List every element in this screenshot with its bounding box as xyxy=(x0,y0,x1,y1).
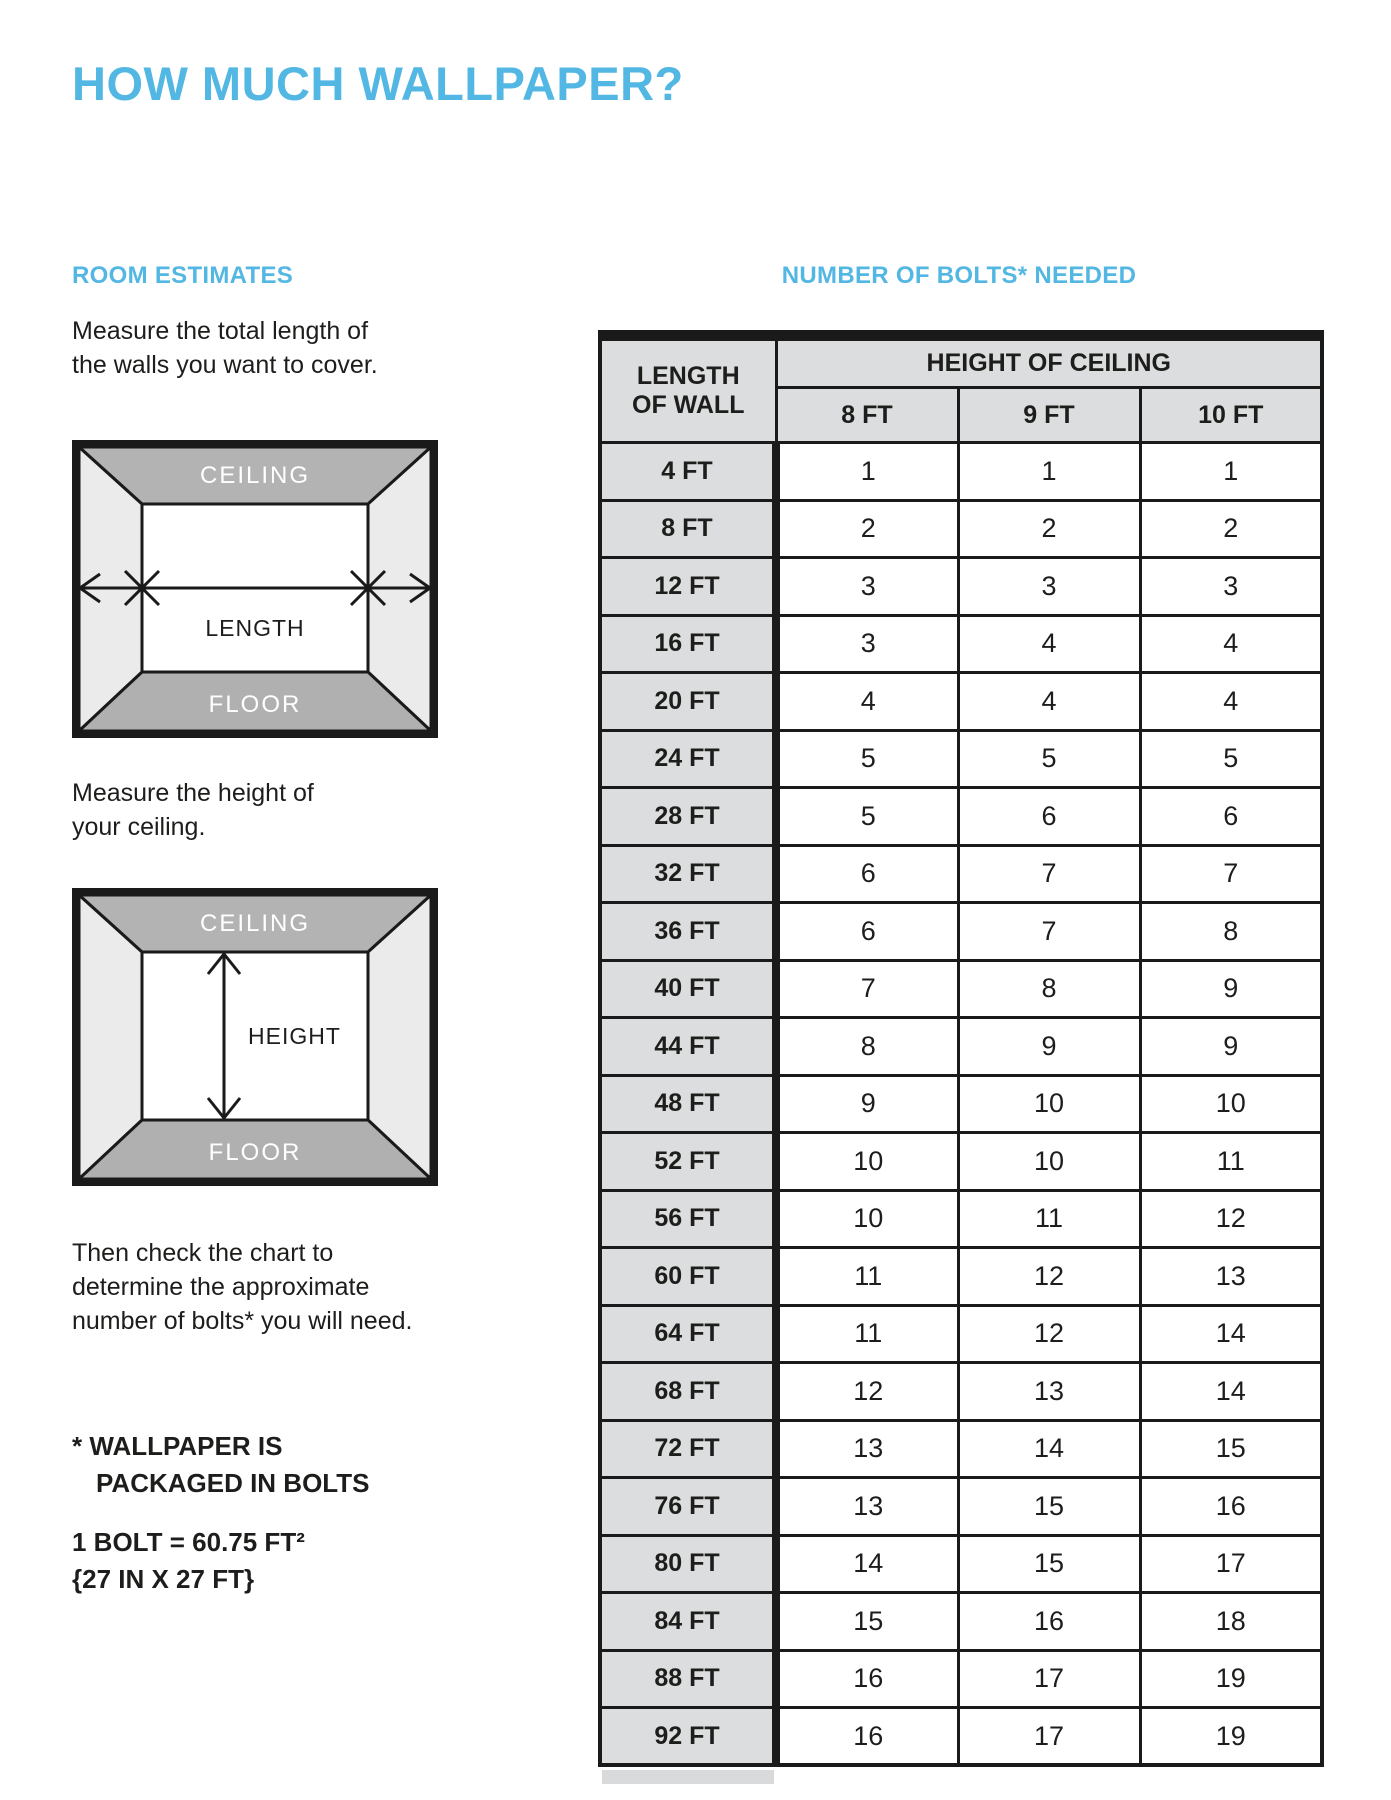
corner-header xyxy=(600,336,776,443)
instruction-check-chart xyxy=(72,1236,412,1338)
table-row xyxy=(600,788,1322,846)
bolt-count-cell: 14 xyxy=(776,1535,958,1593)
bolt-count-cell: 4 xyxy=(958,673,1140,731)
table-row xyxy=(600,1535,1322,1593)
bolt-count-cell: 1 xyxy=(958,443,1140,501)
row-label: 16 FT xyxy=(600,615,776,673)
bolt-count-cell: 7 xyxy=(958,845,1140,903)
bolt-count-cell: 17 xyxy=(958,1708,1140,1766)
bolt-count-cell: 18 xyxy=(1140,1593,1322,1651)
ceiling-label: CEILING xyxy=(199,462,311,489)
row-label: 60 FT xyxy=(600,1248,776,1306)
bolt-count-cell: 6 xyxy=(958,788,1140,846)
instruction-measure-height xyxy=(72,776,314,844)
floor-label: FLOOR xyxy=(208,691,302,718)
instruction-line: Then check the chart to xyxy=(72,1239,334,1267)
row-label: 20 FT xyxy=(600,673,776,731)
table-row xyxy=(600,903,1322,961)
bolt-count-cell: 4 xyxy=(1140,615,1322,673)
bolt-count-cell: 12 xyxy=(776,1363,958,1421)
bolt-size-note xyxy=(72,1524,305,1598)
floor-label: FLOOR xyxy=(208,1139,302,1166)
instruction-line: Measure the height of xyxy=(72,779,314,807)
ceiling-label: CEILING xyxy=(199,910,311,937)
wallpaper-bolts-footnote xyxy=(72,1428,369,1502)
room-height-diagram xyxy=(72,888,438,1186)
instruction-measure-length xyxy=(72,314,378,382)
bolt-count-cell: 4 xyxy=(776,673,958,731)
bolt-count-cell: 11 xyxy=(776,1305,958,1363)
bolt-count-cell: 9 xyxy=(958,1018,1140,1076)
bolt-count-cell: 3 xyxy=(776,615,958,673)
bolt-count-cell: 13 xyxy=(776,1420,958,1478)
bolt-count-cell: 10 xyxy=(776,1133,958,1191)
bolt-count-cell: 3 xyxy=(776,558,958,616)
table-row xyxy=(600,1650,1322,1708)
bolt-count-cell: 11 xyxy=(776,1248,958,1306)
bolt-count-cell: 17 xyxy=(1140,1535,1322,1593)
bolt-count-cell: 8 xyxy=(958,960,1140,1018)
bolt-count-cell: 16 xyxy=(1140,1478,1322,1536)
bolt-size-line: {27 IN X 27 FT} xyxy=(72,1564,255,1594)
instruction-line: your ceiling. xyxy=(72,813,206,841)
bolt-count-cell: 3 xyxy=(958,558,1140,616)
bolt-count-cell: 11 xyxy=(958,1190,1140,1248)
bolt-count-cell: 14 xyxy=(1140,1363,1322,1421)
bolt-count-cell: 10 xyxy=(958,1133,1140,1191)
bolt-count-cell: 8 xyxy=(776,1018,958,1076)
bolts-table xyxy=(598,330,1324,1767)
table-row xyxy=(600,615,1322,673)
bolt-count-cell: 12 xyxy=(958,1305,1140,1363)
bolt-count-cell: 17 xyxy=(958,1650,1140,1708)
bolt-count-cell: 4 xyxy=(1140,673,1322,731)
bolt-count-cell: 5 xyxy=(776,788,958,846)
instruction-line: number of bolts* you will need. xyxy=(72,1307,413,1335)
row-label: 40 FT xyxy=(600,960,776,1018)
table-row xyxy=(600,730,1322,788)
row-label: 36 FT xyxy=(600,903,776,961)
bolt-count-cell: 10 xyxy=(958,1075,1140,1133)
instruction-line: determine the approximate xyxy=(72,1273,370,1301)
table-row xyxy=(600,1708,1322,1766)
group-header: HEIGHT OF CEILING xyxy=(776,336,1322,388)
bolt-count-cell: 1 xyxy=(776,443,958,501)
bolt-count-cell: 7 xyxy=(776,960,958,1018)
bolt-count-cell: 13 xyxy=(1140,1248,1322,1306)
table-row xyxy=(600,1420,1322,1478)
bolt-count-cell: 16 xyxy=(776,1650,958,1708)
row-label: 92 FT xyxy=(600,1708,776,1766)
bolt-count-cell: 13 xyxy=(958,1363,1140,1421)
row-label: 28 FT xyxy=(600,788,776,846)
col-header-8ft: 8 FT xyxy=(776,388,958,443)
length-label: LENGTH xyxy=(205,615,305,641)
table-header-row xyxy=(600,336,1322,388)
footnote-line: * WALLPAPER IS xyxy=(72,1431,283,1461)
corner-header-line: OF WALL xyxy=(632,391,745,419)
bolts-table-wrap xyxy=(598,330,1324,1767)
footnote-line: PACKAGED IN BOLTS xyxy=(96,1468,370,1498)
row-label: 4 FT xyxy=(600,443,776,501)
table-row xyxy=(600,1190,1322,1248)
bolt-count-cell: 6 xyxy=(1140,788,1322,846)
bolt-count-cell: 14 xyxy=(958,1420,1140,1478)
bolt-count-cell: 5 xyxy=(958,730,1140,788)
bolt-count-cell: 19 xyxy=(1140,1650,1322,1708)
corner-header-line: LENGTH xyxy=(636,362,740,390)
row-label: 12 FT xyxy=(600,558,776,616)
row-label: 68 FT xyxy=(600,1363,776,1421)
row-label: 32 FT xyxy=(600,845,776,903)
bolt-count-cell: 12 xyxy=(958,1248,1140,1306)
table-row xyxy=(600,1248,1322,1306)
bolt-size-line: 1 BOLT = 60.75 FT² xyxy=(72,1527,305,1557)
table-row xyxy=(600,558,1322,616)
bolt-count-cell: 3 xyxy=(1140,558,1322,616)
bolt-count-cell: 2 xyxy=(958,500,1140,558)
row-label: 72 FT xyxy=(600,1420,776,1478)
bolt-count-cell: 15 xyxy=(958,1478,1140,1536)
table-row xyxy=(600,1018,1322,1076)
table-row xyxy=(600,960,1322,1018)
bolt-count-cell: 7 xyxy=(1140,845,1322,903)
bolt-count-cell: 6 xyxy=(776,845,958,903)
table-row xyxy=(600,1305,1322,1363)
bolt-count-cell: 7 xyxy=(958,903,1140,961)
height-label: HEIGHT xyxy=(248,1023,341,1049)
bolt-count-cell: 2 xyxy=(776,500,958,558)
bolt-count-cell: 13 xyxy=(776,1478,958,1536)
table-row xyxy=(600,673,1322,731)
bolt-count-cell: 5 xyxy=(1140,730,1322,788)
table-row xyxy=(600,443,1322,501)
bolt-count-cell: 10 xyxy=(1140,1075,1322,1133)
bolt-count-cell: 4 xyxy=(958,615,1140,673)
bolt-count-cell: 15 xyxy=(776,1593,958,1651)
row-label: 48 FT xyxy=(600,1075,776,1133)
row-label: 44 FT xyxy=(600,1018,776,1076)
instruction-line: the walls you want to cover. xyxy=(72,351,378,379)
table-row xyxy=(600,1133,1322,1191)
bolt-count-cell: 15 xyxy=(958,1535,1140,1593)
room-length-diagram xyxy=(72,440,438,738)
bolts-needed-heading: NUMBER OF BOLTS* NEEDED xyxy=(781,262,1137,289)
table-row xyxy=(600,845,1322,903)
bolt-count-cell: 6 xyxy=(776,903,958,961)
row-label: 88 FT xyxy=(600,1650,776,1708)
bolt-count-cell: 5 xyxy=(776,730,958,788)
table-row xyxy=(600,1478,1322,1536)
table-row xyxy=(600,1075,1322,1133)
bolt-count-cell: 11 xyxy=(1140,1133,1322,1191)
instruction-line: Measure the total length of xyxy=(72,317,369,345)
row-label: 76 FT xyxy=(600,1478,776,1536)
table-cutoff-strip xyxy=(602,1770,774,1784)
table-row xyxy=(600,1363,1322,1421)
page-title: HOW MUCH WALLPAPER? xyxy=(72,57,684,110)
table-row xyxy=(600,500,1322,558)
table-body xyxy=(600,443,1322,1766)
bolt-count-cell: 14 xyxy=(1140,1305,1322,1363)
bolt-count-cell: 16 xyxy=(776,1708,958,1766)
bolt-count-cell: 10 xyxy=(776,1190,958,1248)
bolt-count-cell: 9 xyxy=(776,1075,958,1133)
row-label: 56 FT xyxy=(600,1190,776,1248)
table-row xyxy=(600,1593,1322,1651)
room-estimates-heading: ROOM ESTIMATES xyxy=(72,262,294,289)
bolt-count-cell: 12 xyxy=(1140,1190,1322,1248)
col-header-9ft: 9 FT xyxy=(958,388,1140,443)
row-label: 80 FT xyxy=(600,1535,776,1593)
row-label: 24 FT xyxy=(600,730,776,788)
col-header-10ft: 10 FT xyxy=(1140,388,1322,443)
bolt-count-cell: 9 xyxy=(1140,1018,1322,1076)
row-label: 84 FT xyxy=(600,1593,776,1651)
row-label: 64 FT xyxy=(600,1305,776,1363)
bolt-count-cell: 1 xyxy=(1140,443,1322,501)
bolt-count-cell: 16 xyxy=(958,1593,1140,1651)
row-label: 52 FT xyxy=(600,1133,776,1191)
bolt-count-cell: 8 xyxy=(1140,903,1322,961)
bolt-count-cell: 2 xyxy=(1140,500,1322,558)
bolt-count-cell: 19 xyxy=(1140,1708,1322,1766)
row-label: 8 FT xyxy=(600,500,776,558)
bolt-count-cell: 15 xyxy=(1140,1420,1322,1478)
bolt-count-cell: 9 xyxy=(1140,960,1322,1018)
